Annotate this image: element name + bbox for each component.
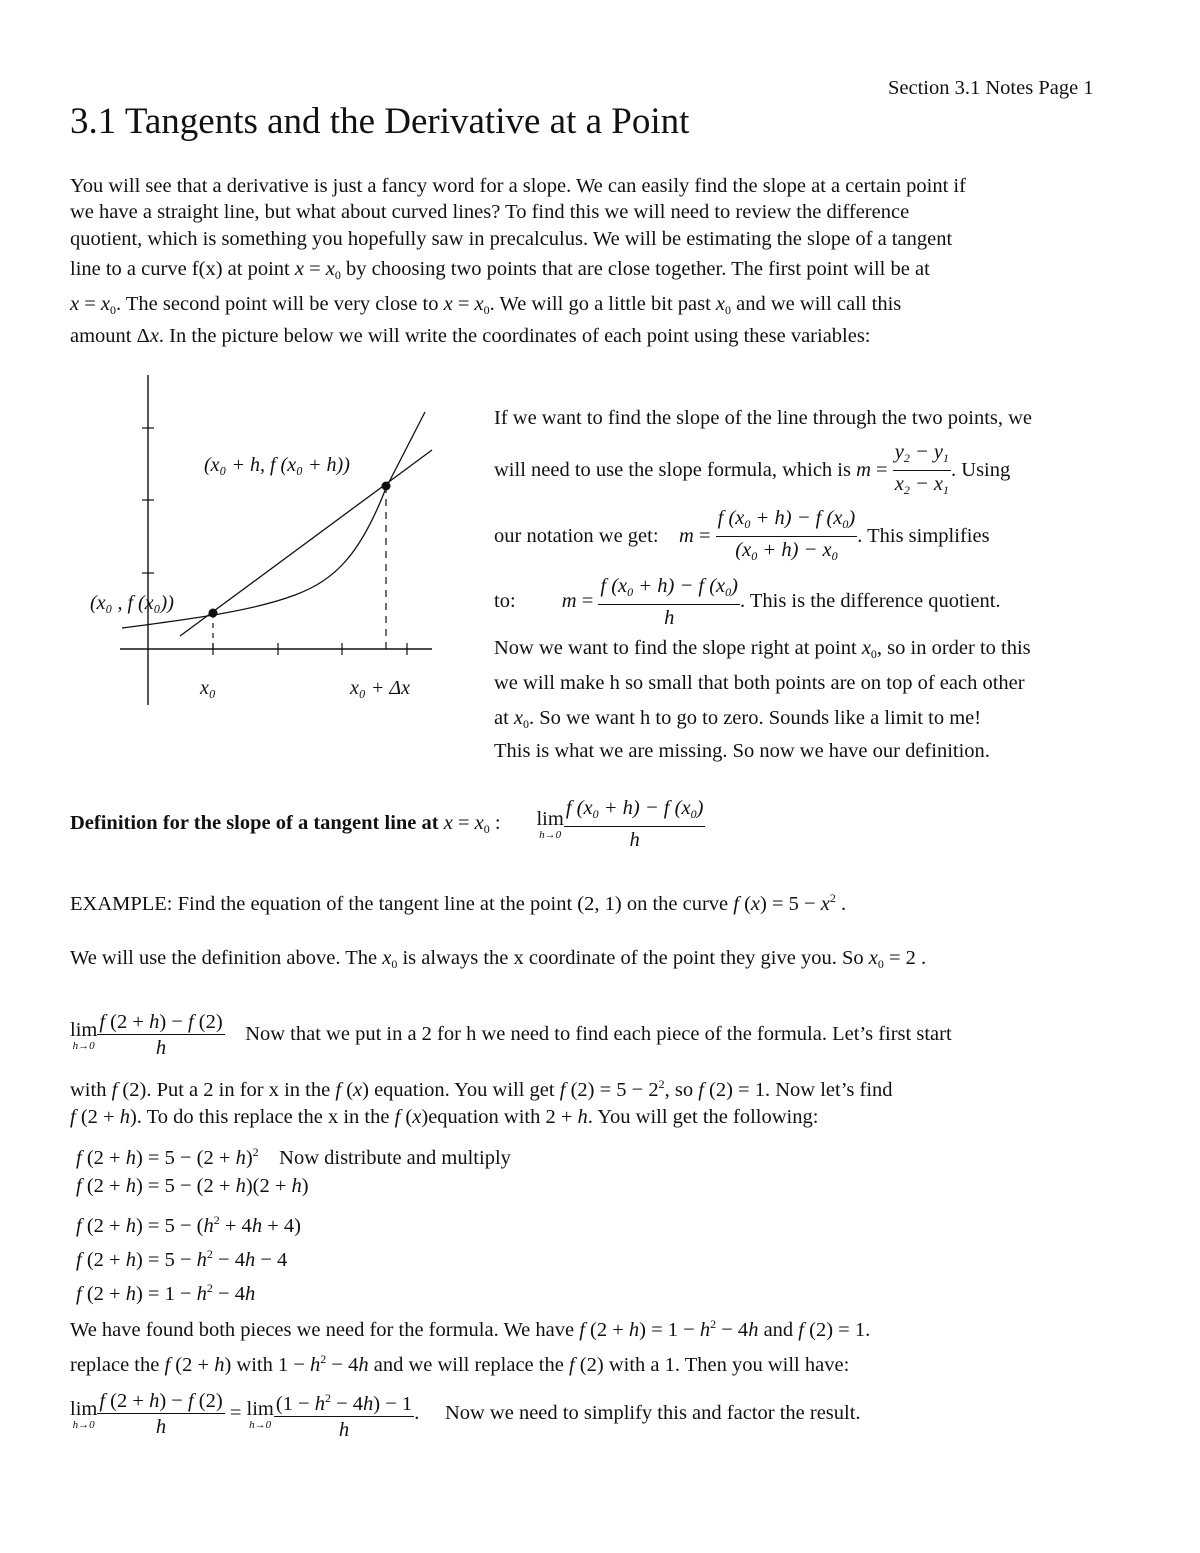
right-p1: If we want to find the slope of the line through the two points, we: [494, 407, 1033, 429]
intro-line-1: You will see that a derivative is just a fancy word for a slope. We can easily find the slope at a certain point if: [70, 175, 966, 197]
right-p8: This is what we are missing. So now we have our definition.: [494, 740, 990, 762]
expansion-step-1: f $(2 + h) = 5 - (2 + h)^2$ Now distribute and multiply: [76, 1145, 511, 1169]
intro-line-4: line to a curve f(x) at point $x = x_0$ by choosing two points that are close together. The first point will be at: [70, 258, 930, 282]
expansion-step-5: f $(2 + h) = 1 - h^2 - 4h$: [76, 1281, 256, 1305]
expansion-step-3: f $(2 + h) = 5 - (h^2 + 4h + 4)$: [76, 1213, 301, 1237]
right-p7: at $x_0$. So we want h to go to zero. Sounds like a limit to me!: [494, 707, 982, 731]
right-p5: Now we want to find the slope right at point $x_0$, so in order to this: [494, 637, 1031, 661]
label-x0-dx: x₀ + Δx: [350, 677, 410, 699]
right-p2: will need to use the slope formula, which is m = $\frac{y_2 - y_1}{x_2 - x_1}$ . Using: [494, 441, 1011, 497]
page-header: Section 3.1 Notes Page 1: [888, 77, 1094, 99]
example-line-g: We have found both pieces we need for the formula. We have f $(2 + h) = 1 - h^2 - 4h$ and f (2) = 1.: [70, 1317, 871, 1341]
example-line-b: We will use the definition above. The $x_0$ is always the x coordinate of the point they give you. So $x_0 = 2$ .: [70, 947, 927, 971]
right-p3: our notation we get: m = $\frac{f (x_0 + h) - f (x_0)}{(x_0 + h) - x_0}$ . This simplifies: [494, 507, 990, 563]
right-p4: to: m = $\frac{f (x_0 + h) - f (x_0)}{h}$ . This is the difference quotient.: [494, 575, 1001, 629]
secant-tangent-graph: [80, 370, 460, 715]
label-lower-point: (x₀ , f (x₀)): [90, 592, 174, 614]
definition: Definition for the slope of a tangent line at $x = x_0$ : lim h→0 $\frac{f (x_0 + h) - f (x_0)}{h}$: [70, 797, 704, 851]
example-line-c: lim h→0 $\frac{f (2 + h) - f (2)}{h}$ Now that we put in a 2 for h we need to find each piece of the formula. Let’s first start: [70, 1011, 952, 1059]
point-x0: [209, 609, 218, 618]
label-upper-point: (x₀ + h, f (x₀ + h)): [204, 454, 350, 476]
example-line-i: lim h→0 $\frac{f (2 + h) - f (2)}{h}$ = lim h→0 $\frac{(1 - h^2 - 4h) - 1}{h}$ . Now we need to simplify this and factor the result.: [70, 1386, 861, 1443]
example-line-h: replace the f (2 + h) with $1 - h^2 - 4h$ and we will replace the f (2) with a 1. Then you will have:: [70, 1352, 850, 1376]
intro-line-3: quotient, which is something you hopefully saw in precalculus. We will be estimating the slope of a tangent: [70, 228, 953, 250]
expansion-step-4: f $(2 + h) = 5 - h^2 - 4h - 4$: [76, 1247, 288, 1271]
expansion-step-2: f (2 + h) = 5 − (2 + h)(2 + h): [76, 1175, 309, 1197]
page-title: 3.1 Tangents and the Derivative at a Point: [70, 101, 690, 142]
example-line-d: with f (2). Put a 2 in for x in the f (x) equation. You will get f $(2) = 5 - 2^2$, so f (2) = 1. Now let’s find: [70, 1077, 893, 1101]
point-x0-plus-h: [382, 482, 391, 491]
label-x0: x₀: [200, 677, 216, 699]
intro-line-2: we have a straight line, but what about curved lines? To find this we will need to review the difference: [70, 201, 910, 223]
example-statement: EXAMPLE: Find the equation of the tangent line at the point (2, 1) on the curve f $(x) = 5 - x^2$ .: [70, 891, 847, 915]
example-line-e: f (2 + h). To do this replace the x in the f (x)equation with 2 + h. You will get the following:: [70, 1106, 819, 1128]
intro-line-5: $x = x_0$. The second point will be very close to $x = x_0$. We will go a little bit past $x_0$ and we will call this: [70, 293, 902, 317]
intro-line-6: amount Δx. In the picture below we will write the coordinates of each point using these variables:: [70, 325, 871, 347]
right-p6: we will make h so small that both points are on top of each other: [494, 672, 1025, 694]
